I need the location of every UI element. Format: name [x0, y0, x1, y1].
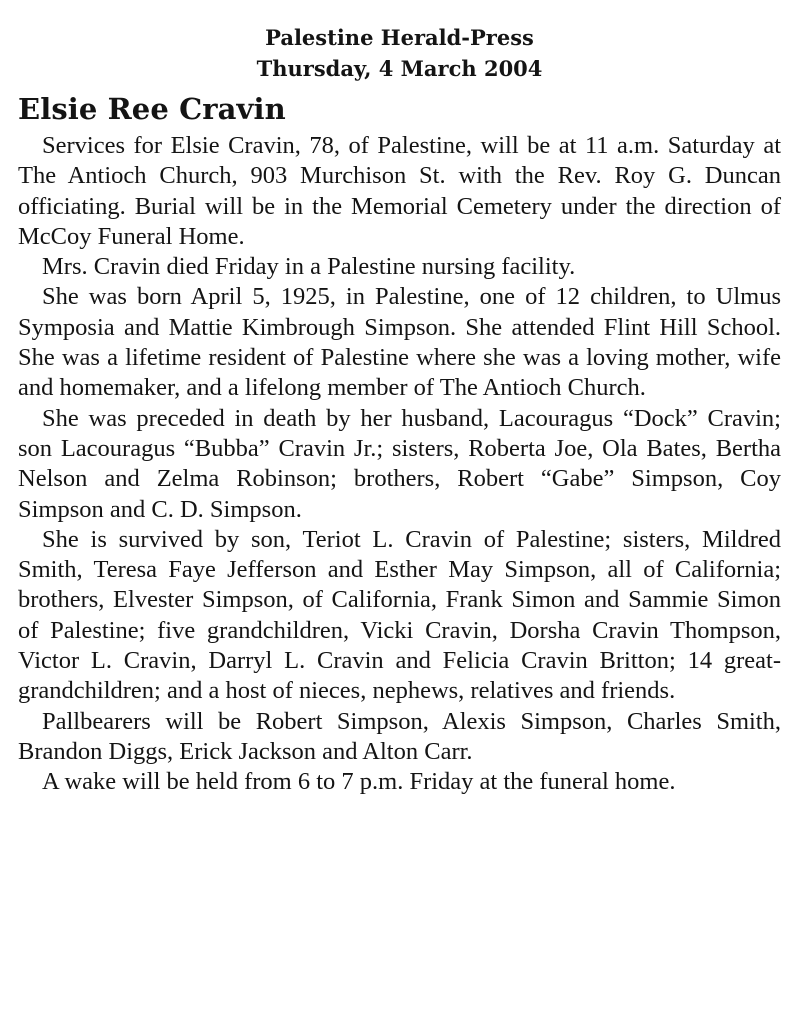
paragraph-survivors: She is survived by son, Teriot L. Cravin of Palestine; sisters, Mildred Smith, Teresa Faye Jefferson and Esther May Simpson, all of California; brothers, Elvester Simpson, of California, Frank Simon and Sammie Simon of Palestine; five grandchildren, Vicki Cravin, Dorsha Cravin Thompson, Victor L. Cravin, Darryl L. Cravin and Felicia Cravin Britton; 14 great-grandchildren; and a host of nieces, nephews, relatives and friends. — [18, 525, 781, 705]
paragraph-preceded-in-death: She was preceded in death by her husband, Lacouragus “Dock” Cravin; son Lacouragus “Bubba” Cravin Jr.; sisters, Roberta Joe, Ola Bates, Bertha Nelson and Zelma Robinson; brothers, Robert “Gabe” Simpson, Coy Simpson and C. D. Simpson. — [18, 404, 781, 523]
obituary-headline: Elsie Ree Cravin — [18, 92, 286, 126]
obituary-body — [18, 131, 781, 798]
paragraph-wake: A wake will be held from 6 to 7 p.m. Friday at the funeral home. — [42, 768, 676, 796]
paragraph-pallbearers: Pallbearers will be Robert Simpson, Alexis Simpson, Charles Smith, Brandon Diggs, Erick Jackson and Alton Carr. — [18, 707, 781, 765]
paragraph-services: Services for Elsie Cravin, 78, of Palestine, will be at 11 a.m. Saturday at The Antioch Church, 903 Murchison St. with the Rev. Roy G. Duncan officiating. Burial will be in the Memorial Cemetery under the direction of McCoy Funeral Home. — [18, 132, 781, 250]
newspaper-name: Palestine Herald-Press — [265, 25, 534, 50]
paragraph-biography: She was born April 5, 1925, in Palestine, one of 12 children, to Ulmus Symposia and Mattie Kimbrough Simpson. She attended Flint Hill School. She was a lifetime resident of Palestine where she was a loving mother, wife and homemaker, and a lifelong member of The Antioch Church. — [18, 283, 781, 402]
publication-date: Thursday, 4 March 2004 — [256, 56, 543, 81]
paragraph-death: Mrs. Cravin died Friday in a Palestine nursing facility. — [42, 253, 576, 281]
